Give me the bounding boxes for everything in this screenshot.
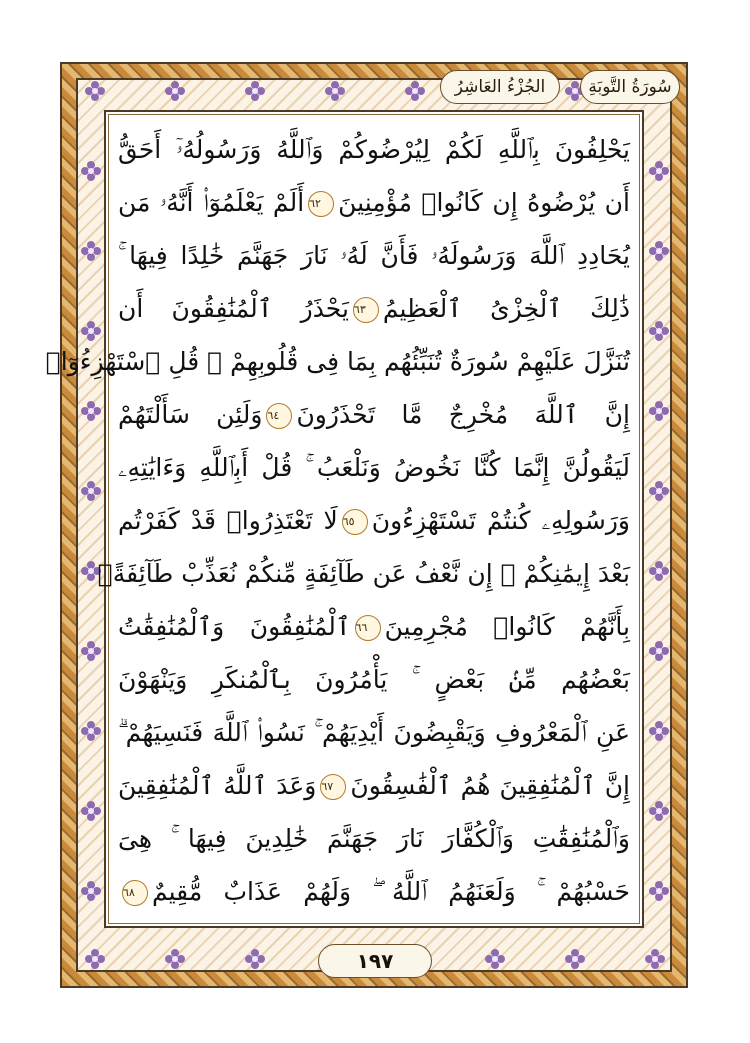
ayah-marker: ٦٥ <box>342 509 368 535</box>
page-number: ١٩٧ <box>318 944 432 978</box>
verse-line-3: يُحَادِدِ ٱللَّهَ وَرَسُولَهُۥ فَأَنَّ لَهُۥ نَارَ جَهَنَّمَ خَٰلِدًا فِيهَا ۚ <box>118 241 630 270</box>
flower-ornament-icon <box>648 640 670 662</box>
flower-ornament-icon <box>648 400 670 422</box>
verse-line-5: تُنَزَّلَ عَلَيْهِمْ سُورَةٌ تُنَبِّئُهُم بِمَا فِى قُلُوبِهِمْ ۚ قُلِ ٱسْتَهْزِءُوٓا۟ <box>45 347 630 376</box>
verse-line-12: عَنِ ٱلْمَعْرُوفِ وَيَقْبِضُونَ أَيْدِيَهُمْ ۚ نَسُوا۟ ٱللَّهَ فَنَسِيَهُمْ ۗ <box>118 718 630 747</box>
flower-ornament-icon <box>648 560 670 582</box>
verse-line-2: أَن يُرْضُوهُ إِن كَانُوا۟ مُؤْمِنِينَ٦٢أَلَمْ يَعْلَمُوٓا۟ أَنَّهُۥ مَن <box>118 188 630 217</box>
verse-line-14: وَٱلْمُنَٰفِقَٰتِ وَٱلْكُفَّارَ نَارَ جَهَنَّمَ خَٰلِدِينَ فِيهَا ۚ هِىَ <box>118 824 630 853</box>
flower-ornament-icon <box>648 480 670 502</box>
flower-ornament-icon <box>80 160 102 182</box>
ayah-marker: ٦٢ <box>308 191 334 217</box>
flower-ornament-icon <box>644 948 666 970</box>
verse-line-1: يَحْلِفُونَ بِٱللَّهِ لَكُمْ لِيُرْضُوكُمْ وَٱللَّهُ وَرَسُولُهُۥٓ أَحَقُّ <box>118 135 630 164</box>
ayah-marker: ٦٤ <box>266 403 292 429</box>
flower-ornament-icon <box>80 400 102 422</box>
flower-ornament-icon <box>80 880 102 902</box>
flower-ornament-icon <box>164 80 186 102</box>
verse-line-6: إِنَّ ٱللَّهَ مُخْرِجٌ مَّا تَحْذَرُونَ٦٤وَلَئِن سَأَلْتَهُمْ <box>118 400 630 429</box>
flower-ornament-icon <box>84 948 106 970</box>
flower-ornament-icon <box>244 948 266 970</box>
verse-line-8: وَرَسُولِهِۦ كُنتُمْ تَسْتَهْزِءُونَ٦٥لَا تَعْتَذِرُوا۟ قَدْ كَفَرْتُم <box>118 506 631 535</box>
flower-ornament-icon <box>164 948 186 970</box>
flower-ornament-icon <box>404 80 426 102</box>
flower-ornament-icon <box>80 240 102 262</box>
flower-ornament-icon <box>80 800 102 822</box>
flower-ornament-icon <box>564 948 586 970</box>
verse-line-13: إِنَّ ٱلْمُنَٰفِقِينَ هُمُ ٱلْفَٰسِقُونَ٦٧وَعَدَ ٱللَّهُ ٱلْمُنَٰفِقِينَ <box>118 771 630 800</box>
verse-line-4: ذَٰلِكَ ٱلْخِزْىُ ٱلْعَظِيمُ٦٣يَحْذَرُ ٱلْمُنَٰفِقُونَ أَن <box>118 294 630 323</box>
ayah-marker: ٦٧ <box>320 774 346 800</box>
verse-line-7: لَيَقُولُنَّ إِنَّمَا كُنَّا نَخُوضُ وَنَلْعَبُ ۚ قُلْ أَبِٱللَّهِ وَءَايَٰتِهِۦ <box>118 453 630 482</box>
verse-line-9: بَعْدَ إِيمَٰنِكُمْ ۚ إِن نَّعْفُ عَن طَآئِفَةٍ مِّنكُمْ نُعَذِّبْ طَآئِفَةًۢ <box>97 559 630 588</box>
ayah-marker: ٦٣ <box>353 297 379 323</box>
flower-ornament-icon <box>648 800 670 822</box>
verse-text-area <box>45 122 631 924</box>
verse-line-10: بِأَنَّهُمْ كَانُوا۟ مُجْرِمِينَ٦٦ٱلْمُنَٰفِقُونَ وَٱلْمُنَٰفِقَٰتُ <box>118 612 630 641</box>
flower-ornament-icon <box>80 480 102 502</box>
ayah-marker: ٦٨ <box>122 880 148 906</box>
flower-ornament-icon <box>244 80 266 102</box>
juz-title: الجُزْءُ العَاشِرُ <box>440 70 560 104</box>
flower-ornament-icon <box>84 80 106 102</box>
surah-title: سُورَةُ التَّوبَةِ <box>580 70 680 104</box>
flower-ornament-icon <box>324 80 346 102</box>
verse-line-11: بَعْضُهُم مِّنۢ بَعْضٍ ۚ يَأْمُرُونَ بِٱلْمُنكَرِ وَيَنْهَوْنَ <box>118 665 630 694</box>
verse-line-15: حَسْبُهُمْ ۚ وَلَعَنَهُمُ ٱللَّهُ ۖ وَلَهُمْ عَذَابٌ مُّقِيمٌ٦٨ <box>123 877 630 906</box>
flower-ornament-icon <box>80 640 102 662</box>
flower-ornament-icon <box>80 720 102 742</box>
flower-ornament-icon <box>648 720 670 742</box>
flower-ornament-icon <box>648 320 670 342</box>
flower-ornament-icon <box>648 240 670 262</box>
flower-ornament-icon <box>484 948 506 970</box>
flower-ornament-icon <box>648 160 670 182</box>
ayah-marker: ٦٦ <box>355 615 381 641</box>
flower-ornament-icon <box>648 880 670 902</box>
